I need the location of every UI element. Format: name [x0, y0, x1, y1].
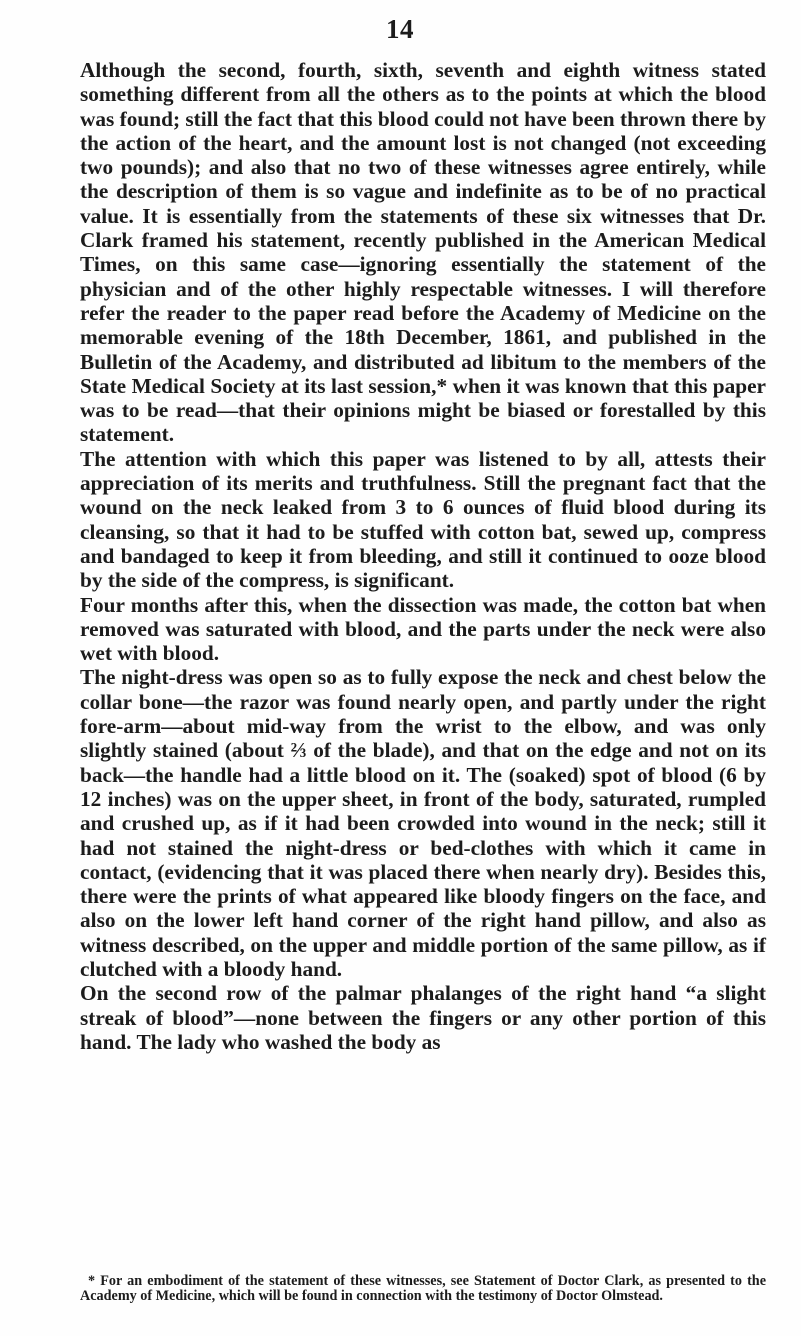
page-number: 14 [386, 14, 414, 44]
paragraph-4: The night-dress was open so as to fully expose the neck and chest below the collar bone—the razor was found nearly open, and partly under the right fore-arm—about mid-way from the wrist to the elbow, and was only slightly stained (about ⅔ of the blade), and that on the edge and not on its back—the handle had a little blood on it. The (soaked) spot of blood (6 by 12 inches) was on the upper sheet, in front of the body, saturated, rumpled and crushed up, as if it had been crowded into wound in the neck; still it had not stained the night-dress or bed-clothes with which it came in contact, (evidencing that it was placed there when nearly dry). Besides this, there were the prints of what appeared like bloody fingers on the face, and also on the lower left hand corner of the right hand pillow, and also as witness described, on the upper and middle portion of the same pillow, as if clutched with a bloody hand. [80, 665, 766, 981]
footnote [80, 1274, 766, 1304]
paragraph-3: Four months after this, when the dissection was made, the cotton bat when removed was saturated with blood, and the parts under the neck were also wet with blood. [80, 592, 766, 666]
paragraph-2: The attention with which this paper was listened to by all, attests their appreciation of its merits and truthfulness. Still the pregnant fact that the wound on the neck leaked from 3 to 6 ounces of fluid blood during its cleansing, so that it had to be stuffed with cotton bat, sewed up, compress and bandaged to keep it from bleeding, and still it continued to ooze blood by the side of the compress, is significant. [80, 446, 766, 593]
paragraph-5: On the second row of the palmar phalanges of the right hand “a slight streak of blood”—none between the fingers or any other portion of this hand. The lady who washed the body as [80, 981, 766, 1054]
body-text [80, 58, 766, 1054]
footnote-text: * For an embodiment of the statement of these witnesses, see Statement of Doctor Clark, as presented to the Academy of Medicine, which will be found in connection with the testimony of Doctor Olmstead. [80, 1273, 766, 1305]
paragraph-1: Although the second, fourth, sixth, seventh and eighth witness stated something different from all the others as to the points at which the blood was found; still the fact that this blood could not have been thrown there by the action of the heart, and the amount lost is not changed (not exceeding two pounds); and also that no two of these witnesses agree entirely, while the description of them is so vague and indefinite as to be of no practical value. It is essentially from the statements of these six witnesses that Dr. Clark framed his statement, recently published in the American Medical Times, on this same case—ignoring essentially the statement of the physician and of the other highly respectable witnesses. I will therefore refer the reader to the paper read before the Academy of Medicine on the memorable evening of the 18th December, 1861, and published in the Bulletin of the Academy, and distributed ad libitum to the members of the State Medical Society at its last session,* when it was known that this paper was to be read—that their opinions might be biased or forestalled by this statement. [80, 58, 766, 447]
